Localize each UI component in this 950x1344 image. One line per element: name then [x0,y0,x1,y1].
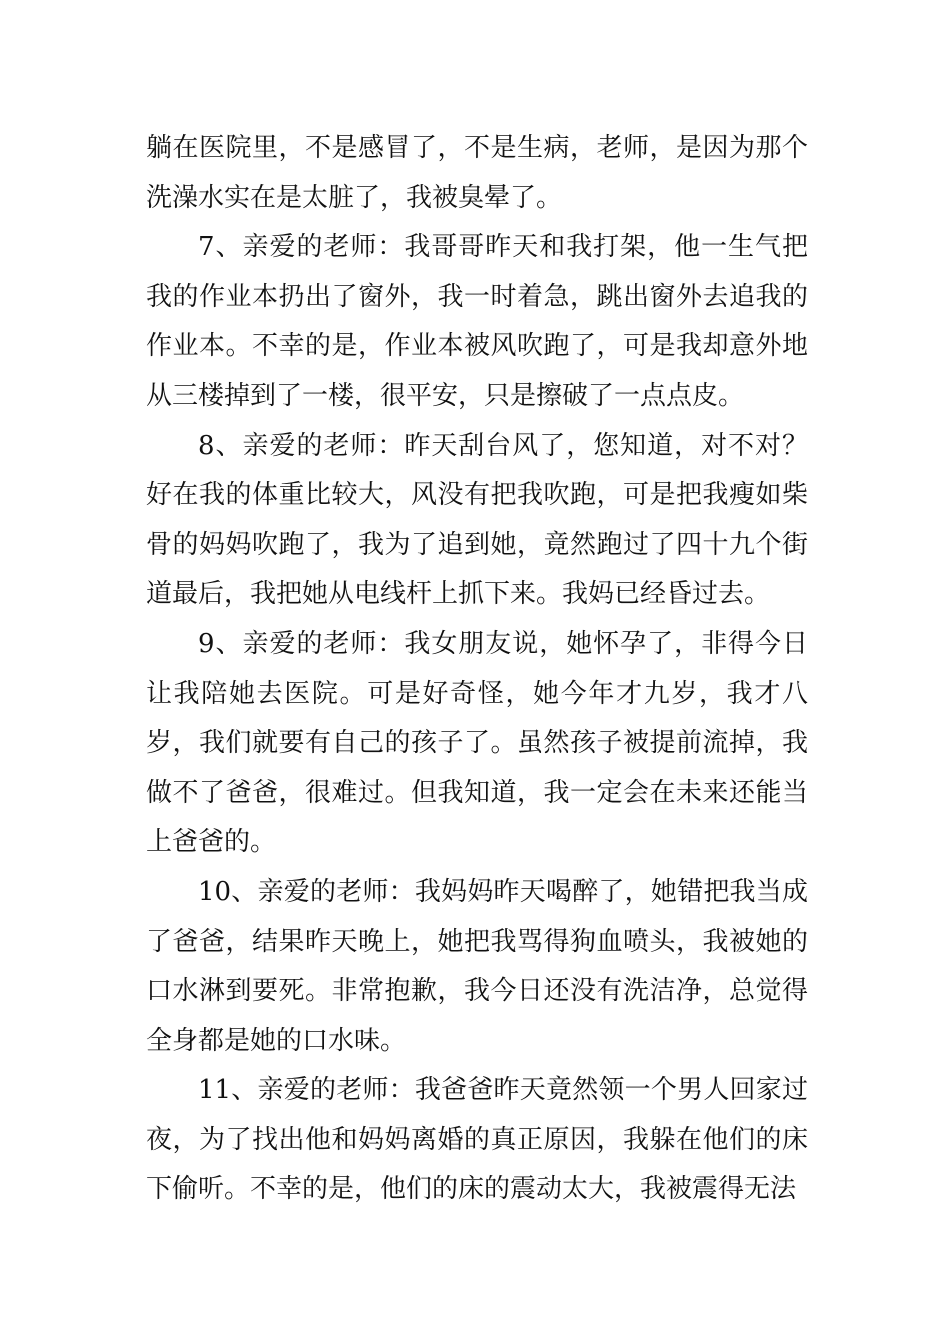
paragraph-item-8: 8、亲爱的老师：昨天刮台风了，您知道，对不对？好在我的体重比较大，风没有把我吹跑，可是把我瘦如柴骨的妈妈吹跑了，我为了追到她，竟然跑过了四十九个街道最后，我把她从电线杆上抓下来。我妈已经昏过去。 [146,430,808,610]
paragraph-item-9: 9、亲爱的老师：我女朋友说，她怀孕了，非得今日让我陪她去医院。可是好奇怪，她今年才九岁，我才八岁，我们就要有自己的孩子了。虽然孩子被提前流掉，我做不了爸爸，很难过。但我知道，我一定会在未来还能当上爸爸的。 [146,628,808,858]
paragraph-item-10: 10、亲爱的老师：我妈妈昨天喝醉了，她错把我当成了爸爸，结果昨天晚上，她把我骂得狗血喷头，我被她的口水淋到要死。非常抱歉，我今日还没有洗洁净，总觉得全身都是她的口水味。 [146,876,808,1056]
paragraph-item-11: 11、亲爱的老师：我爸爸昨天竟然领一个男人回家过夜，为了找出他和妈妈离婚的真正原因，我躲在他们的床下偷听。不幸的是，他们的床的震动太大，我被震得无法 [146,1075,808,1205]
document-body [146,124,808,1215]
paragraph-continuation: 躺在医院里，不是感冒了，不是生病，老师，是因为那个洗澡水实在是太脏了，我被臭晕了。 [146,133,808,213]
paragraph-item-7: 7、亲爱的老师：我哥哥昨天和我打架，他一生气把我的作业本扔出了窗外，我一时着急，跳出窗外去追我的作业本。不幸的是，作业本被风吹跑了，可是我却意外地从三楼掉到了一楼，很平安，只是擦破了一点点皮。 [146,232,808,411]
